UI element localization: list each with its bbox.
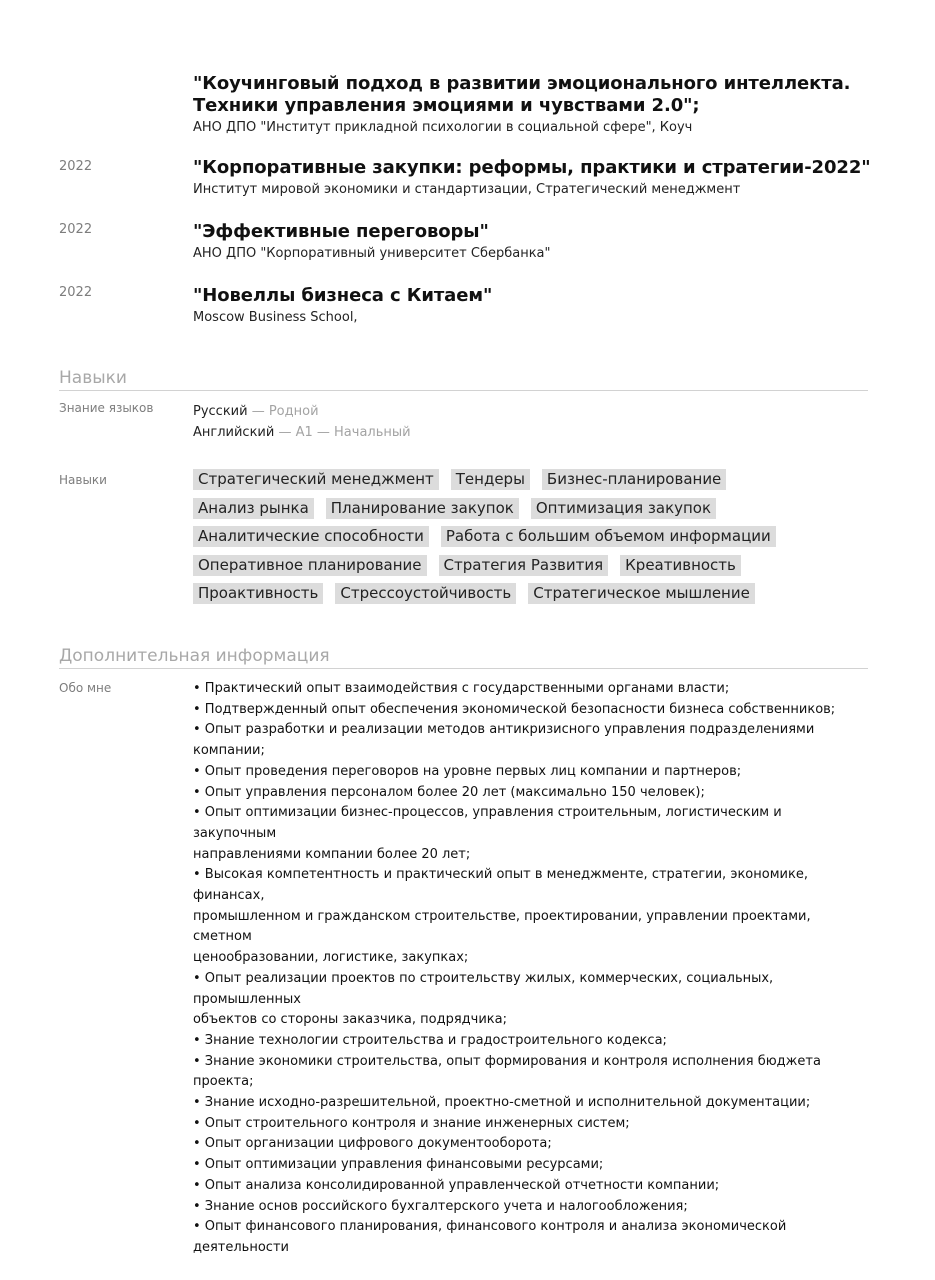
skill-tag: Аналитические способности <box>193 526 429 547</box>
education-title: "Новеллы бизнеса с Китаем" <box>193 285 493 306</box>
language-item <box>193 401 411 422</box>
skill-tag: Бизнес-планирование <box>542 469 726 490</box>
about-line: • Опыт проведения переговоров на уровне первых лиц компании и партнеров; <box>193 763 742 779</box>
about-line: • Опыт разработки и реализации методов антикризисного управления подразделениями <box>193 722 815 738</box>
skill-tag: Тендеры <box>451 469 530 490</box>
education-year: 2022 <box>59 159 93 174</box>
skill-row <box>193 555 833 584</box>
about-line: • Подтвержденный опыт обеспечения экономической безопасности бизнеса собственников; <box>193 701 836 717</box>
skill-row <box>193 498 833 527</box>
about-line: • Опыт анализа консолидированной управленческой отчетности компании; <box>193 1177 720 1193</box>
skill-tag: Оптимизация закупок <box>531 498 716 519</box>
education-title-line: Техники управления эмоциями и чувствами 2.0"; <box>193 95 700 116</box>
education-body <box>193 285 883 327</box>
languages-label: Знание языков <box>59 401 154 415</box>
about-line: компании; <box>193 743 265 759</box>
skill-tag: Проактивность <box>193 583 323 604</box>
skill-row <box>193 526 833 555</box>
about-line: • Опыт реализации проектов по строительству жилых, коммерческих, социальных, <box>193 970 774 986</box>
about-line: направлениями компании более 20 лет; <box>193 846 471 862</box>
language-item <box>193 422 411 443</box>
education-title-line: "Коучинговый подход в развитии эмоционального интеллекта. <box>193 73 851 94</box>
skill-tag: Работа с большим объемом информации <box>441 526 776 547</box>
about-line: промышленном и гражданском строительстве, проектировании, управлении проектами, <box>193 908 811 924</box>
about-text <box>193 679 873 1259</box>
education-title: "Корпоративные закупки: реформы, практики и стратегии-2022" <box>193 157 871 178</box>
section-title-skills: Навыки <box>59 367 868 391</box>
about-line: объектов со стороны заказчика, подрядчика; <box>193 1012 507 1028</box>
about-line: • Опыт управления персоналом более 20 лет (максимально 150 человек); <box>193 784 705 800</box>
education-title: "Эффективные переговоры" <box>193 221 489 242</box>
about-line: проекта; <box>193 1074 254 1090</box>
skill-tag: Оперативное планирование <box>193 555 427 576</box>
about-line: • Знание экономики строительства, опыт формирования и контроля исполнения бюджета <box>193 1053 821 1069</box>
about-line: • Высокая компетентность и практический опыт в менеджменте, стратегии, экономике, <box>193 867 808 883</box>
language-level: — Родной <box>247 404 319 419</box>
about-line: • Опыт оптимизации управления финансовыми ресурсами; <box>193 1157 604 1173</box>
skill-row <box>193 469 833 498</box>
section-title-additional: Дополнительная информация <box>59 645 868 669</box>
skill-tag: Креативность <box>620 555 741 576</box>
education-organization: АНО ДПО "Корпоративный университет Сбербанка" <box>193 246 551 261</box>
skill-tag: Планирование закупок <box>326 498 519 519</box>
about-line: сметном <box>193 929 252 945</box>
skill-tag: Анализ рынка <box>193 498 314 519</box>
skill-tag: Стратегия Развития <box>439 555 609 576</box>
about-line: • Знание исходно-разрешительной, проектно-сметной и исполнительной документации; <box>193 1095 811 1111</box>
about-line: • Опыт строительного контроля и знание инженерных систем; <box>193 1115 630 1131</box>
language-name: Русский <box>193 404 248 419</box>
education-year: 2022 <box>59 285 93 300</box>
about-line: закупочным <box>193 825 277 841</box>
languages-list <box>193 401 411 443</box>
skill-tag: Стратегическое мышление <box>528 583 755 604</box>
education-organization: Институт мировой экономики и стандартизации, Стратегический менеджмент <box>193 182 741 197</box>
skills-label: Навыки <box>59 473 107 487</box>
skills-tags <box>193 469 833 612</box>
about-line: деятельности <box>193 1239 289 1255</box>
education-year: 2022 <box>59 222 93 237</box>
about-line: • Опыт оптимизации бизнес-процессов, управления строительным, логистическим и <box>193 805 782 821</box>
about-line: • Опыт организации цифрового документооборота; <box>193 1136 552 1152</box>
about-line: ценообразовании, логистике, закупках; <box>193 950 469 966</box>
about-line: • Практический опыт взаимодействия с государственными органами власти; <box>193 681 730 696</box>
education-body <box>193 157 883 199</box>
about-line: • Знание основ российского бухгалтерского учета и налогообложения; <box>193 1198 688 1214</box>
education-organization: Moscow Business School, <box>193 310 358 325</box>
about-line: промышленных <box>193 991 301 1007</box>
skill-tag: Стратегический менеджмент <box>193 469 439 490</box>
about-label: Обо мне <box>59 681 112 695</box>
education-body <box>193 221 883 263</box>
language-level: — A1 — Начальный <box>274 425 411 440</box>
about-line: • Знание технологии строительства и градостроительного кодекса; <box>193 1032 667 1048</box>
about-line: финансах, <box>193 888 265 904</box>
skill-tag: Стрессоустойчивость <box>335 583 516 604</box>
education-body <box>193 73 883 137</box>
education-organization: АНО ДПО "Институт прикладной психологии в социальной сфере", Коуч <box>193 120 693 135</box>
about-line: • Опыт финансового планирования, финансового контроля и анализа экономической <box>193 1219 787 1235</box>
language-name: Английский <box>193 425 275 440</box>
skill-row <box>193 583 833 612</box>
